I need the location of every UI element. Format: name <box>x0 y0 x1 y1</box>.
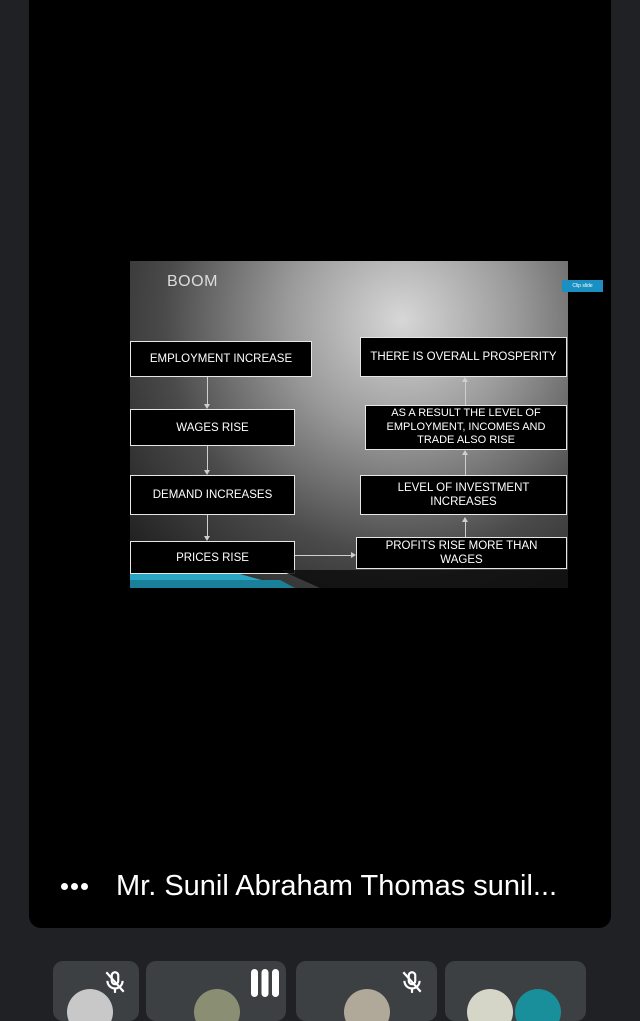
arrow-down-icon <box>204 536 210 541</box>
arrow-right-icon <box>351 552 356 558</box>
presenter-name-bar <box>29 860 611 912</box>
flow-box-demand-increases: DEMAND INCREASES <box>130 475 295 515</box>
arrow-down-icon <box>204 470 210 475</box>
arrow-up-icon <box>462 377 468 382</box>
connector <box>207 377 208 405</box>
flow-box-investment-increases: LEVEL OF INVESTMENT INCREASES <box>360 475 567 515</box>
arrow-down-icon <box>204 404 210 409</box>
presenter-video-tile[interactable] <box>29 0 611 928</box>
avatar <box>194 989 240 1021</box>
presenter-name: Mr. Sunil Abraham Thomas sunil... <box>116 869 558 902</box>
flow-box-wages-rise: WAGES RISE <box>130 409 295 446</box>
flow-box-overall-prosperity: THERE IS OVERALL PROSPERITY <box>360 337 567 377</box>
avatar <box>515 989 561 1021</box>
more-options-icon[interactable] <box>54 871 94 901</box>
flow-box-employment-incomes-trade: AS A RESULT THE LEVEL OF EMPLOYMENT, INCOMES AND TRADE ALSO RISE <box>365 405 567 450</box>
arrow-up-icon <box>462 450 468 455</box>
connector <box>465 454 466 475</box>
connector <box>465 521 466 537</box>
shared-slide <box>130 261 568 588</box>
connector <box>295 555 352 556</box>
participant-tile[interactable] <box>296 961 437 1021</box>
connector <box>465 381 466 405</box>
audio-bars-icon <box>249 967 281 999</box>
participant-tile[interactable] <box>445 961 586 1021</box>
connector <box>207 515 208 537</box>
slide-decoration <box>130 570 568 588</box>
connector <box>207 446 208 471</box>
arrow-up-icon <box>462 517 468 522</box>
clip-slide-badge[interactable]: Clip slide <box>562 280 603 292</box>
participant-tile[interactable] <box>53 961 139 1021</box>
flow-box-employment-increase: EMPLOYMENT INCREASE <box>130 341 312 377</box>
mic-off-icon <box>399 969 425 995</box>
flow-box-prices-rise: PRICES RISE <box>130 541 295 574</box>
slide-title: BOOM <box>167 273 218 290</box>
flow-box-profits-rise: PROFITS RISE MORE THAN WAGES <box>356 537 567 569</box>
avatar <box>467 989 513 1021</box>
participant-tile[interactable] <box>146 961 286 1021</box>
avatar <box>344 989 390 1021</box>
mic-off-icon <box>102 969 128 995</box>
